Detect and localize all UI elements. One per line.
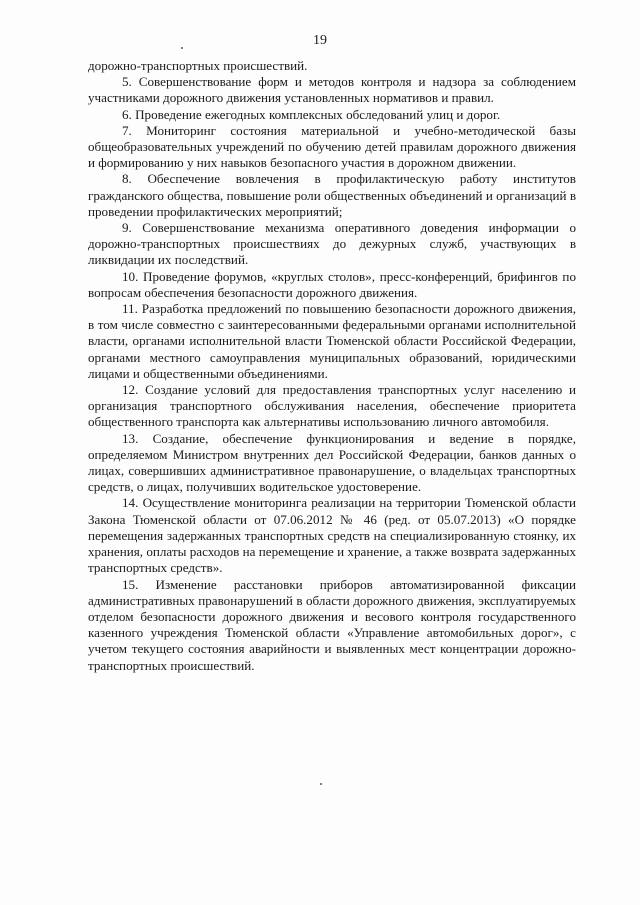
paragraph-item-6: 6. Проведение ежегодных комплексных обследований улиц и дорог. [122, 106, 501, 122]
paragraph-item-15: 15. Изменение расстановки приборов автоматизированной фиксации административных правонарушений в области дорожного движения, эксплуатируемых отделом безопасности дорожного движения и весового контроля государственного казенного учреждения Тюменской области «Управление автомобильных дорог», с учетом текущего состояния аварийности и выявленных мест концентрации дорожно-транспортных происшествий. [88, 576, 576, 673]
paragraph-item-14: 14. Осуществление мониторинга реализации на территории Тюменской области Закона Тюменской области от 07.06.2012 № 46 (ред. от 05.07.2013) «О порядке перемещения задержанных транспортных средств на специализированную стоянку, их хранения, оплаты расходов на перемещение и хранение, а также возврата задержанных транспортных средств». [88, 495, 576, 576]
paragraph-item-7: 7. Мониторинг состояния материальной и учебно-методической базы общеобразовательных учреждений по обучению детей правилам дорожного движения и формированию у них навыков безопасного участия в дорожном движении. [88, 122, 576, 171]
paragraph-item-10: 10. Проведение форумов, «круглых столов», пресс-конференций, брифингов по вопросам обеспечения безопасности дорожного движения. [88, 268, 576, 300]
page-number: 19 [313, 33, 327, 48]
paragraph-item-9: 9. Совершенствование механизма оперативного доведения информации о дорожно-транспортных происшествиях до дежурных служб, участвующих в ликвидации их последствий. [88, 220, 576, 268]
paragraph-item-5: 5. Совершенствование форм и методов контроля и надзора за соблюдением участниками дорожного движения установленных нормативов и правил. [88, 74, 576, 106]
paragraph-item-12: 12. Создание условий для предоставления транспортных услуг населению и организация транспортного обслуживания населения, обеспечение приоритета общественного транспорта как альтернативы использованию личного автомобиля. [88, 382, 576, 430]
paragraph-continuation: дорожно-транспортных происшествий. [88, 58, 308, 73]
scan-speck [320, 783, 322, 785]
paragraph-item-13: 13. Создание, обеспечение функционирования и ведение в порядке, определяемом Министром внутренних дел Российской Федерации, банков данных о лицах, совершивших административное правонарушение, о владельцах транспортных средств, о лицах, получивших водительское удостоверение. [88, 430, 576, 495]
scan-speck [181, 47, 183, 49]
paragraph-item-8: 8. Обеспечение вовлечения в профилактическую работу институтов гражданского общества, повышение роли общественных объединений и организаций в проведении профилактических мероприятий; [88, 171, 576, 219]
document-body [88, 58, 576, 674]
paragraph-item-11: 11. Разработка предложений по повышению безопасности дорожного движения, в том числе совместно с заинтересованными федеральными органами исполнительной власти, органами исполнительной власти Тюменской области Российской Федерации, органами местного самоуправления муниципальных образований, юридическими лицами и общественными объединениями. [88, 301, 576, 381]
